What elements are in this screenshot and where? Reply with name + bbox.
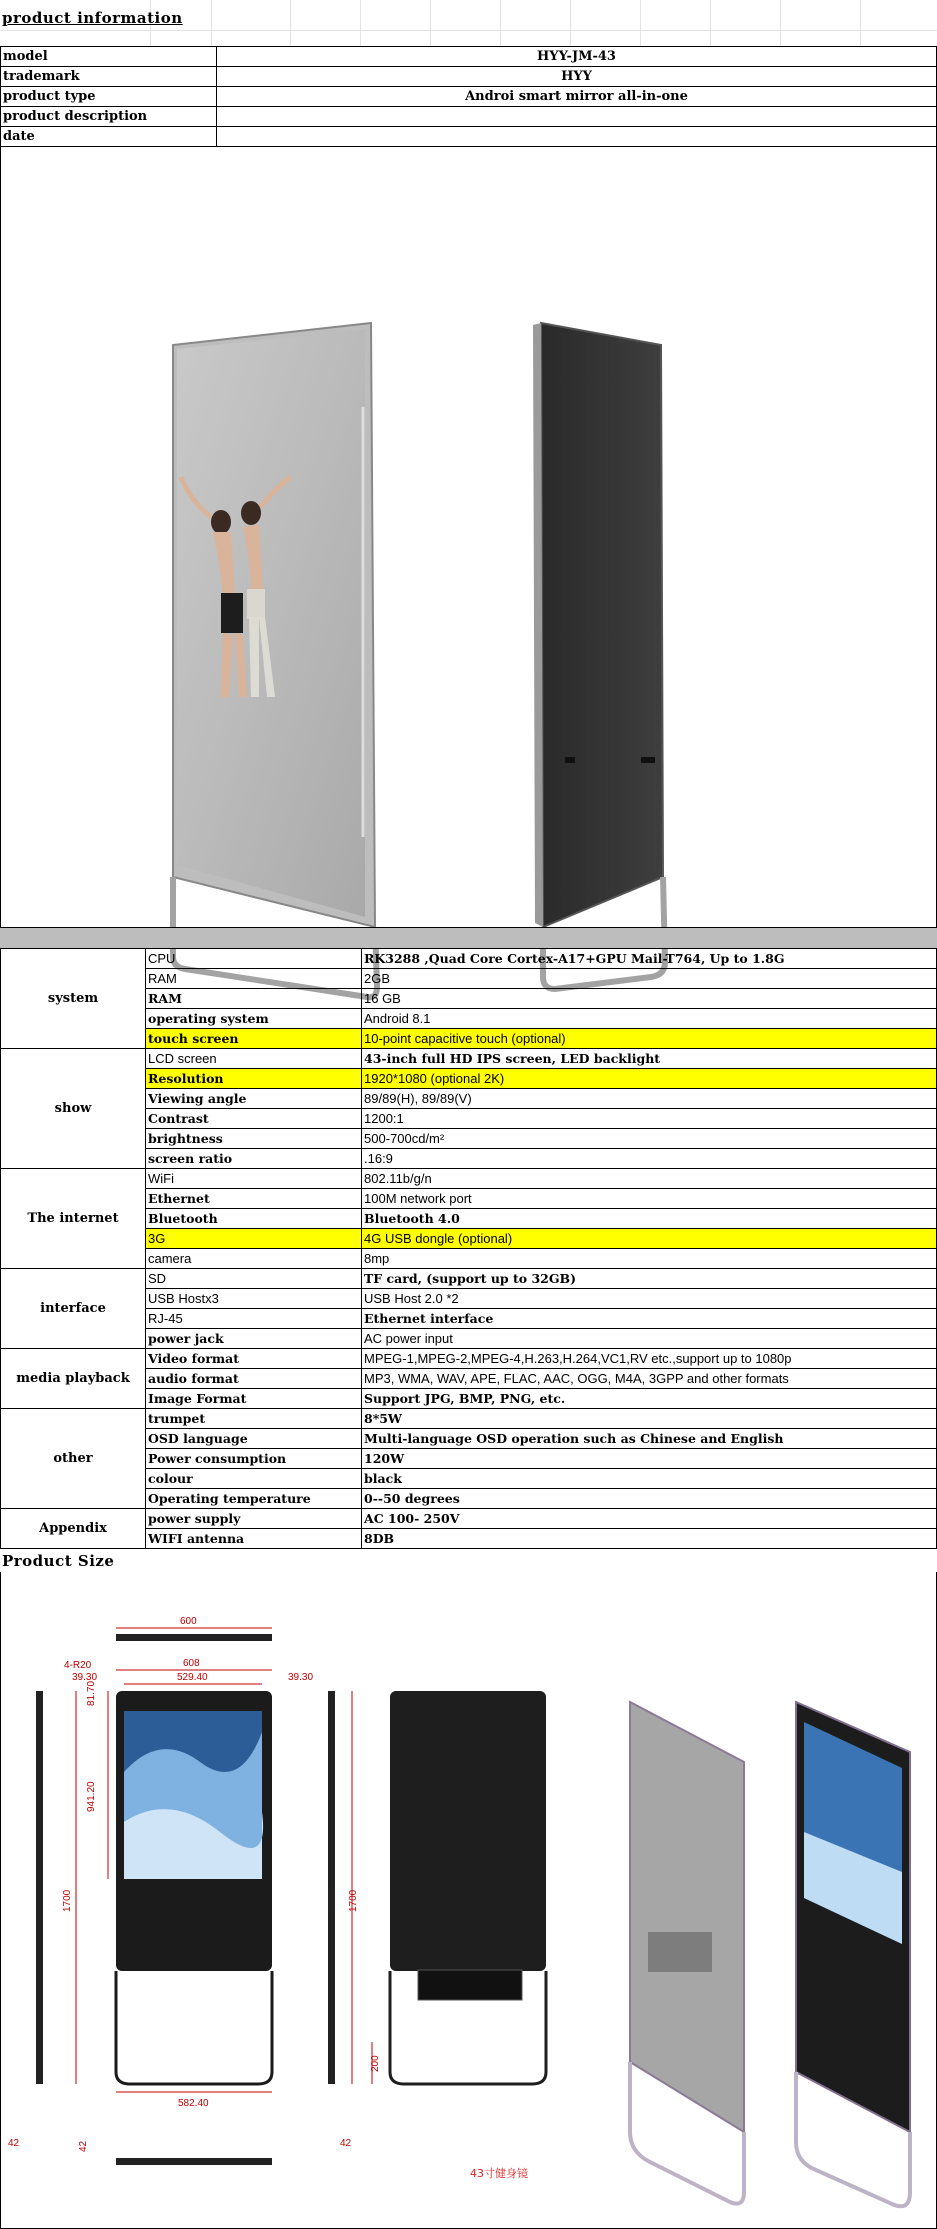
- spec-value: Multi-language OSD operation such as Chinese and English: [362, 1429, 937, 1449]
- spec-value: AC power input: [362, 1329, 937, 1349]
- spec-value: MPEG-1,MPEG-2,MPEG-4,H.263,H.264,VC1,RV etc.,support up to 1080p: [362, 1349, 937, 1369]
- dim-screen-width: 529.40: [177, 1672, 208, 1683]
- spec-key: Power consumption: [146, 1449, 362, 1469]
- spec-row: [1, 1409, 937, 1429]
- spec-value: 0--50 degrees: [362, 1489, 937, 1509]
- spec-value: RK3288 ,Quad Core Cortex-A17+GPU Mail-T764, Up to 1.8G: [362, 949, 937, 969]
- spec-row: [1, 949, 937, 969]
- spec-key: screen ratio: [146, 1149, 362, 1169]
- product-size-title: Product Size: [2, 1552, 115, 1570]
- spec-value: 100M network port: [362, 1189, 937, 1209]
- spec-category: show: [1, 1049, 146, 1169]
- dim-thickness-bottom: 42: [78, 2140, 89, 2152]
- spec-key: Bluetooth: [146, 1209, 362, 1229]
- spec-key: brightness: [146, 1129, 362, 1149]
- spec-key: LCD screen: [146, 1049, 362, 1069]
- side-view-right: [328, 1691, 381, 2149]
- info-key: product type: [1, 87, 217, 107]
- spec-value: 43-inch full HD IPS screen, LED backlight: [362, 1049, 937, 1069]
- spec-key: CPU: [146, 949, 362, 969]
- spec-value: 8DB: [362, 1529, 937, 1549]
- spec-value: 1920*1080 (optional 2K): [362, 1069, 937, 1089]
- spec-value: 120W: [362, 1449, 937, 1469]
- spec-category: The internet: [1, 1169, 146, 1269]
- spec-value: 4G USB dongle (optional): [362, 1229, 937, 1249]
- spec-key: WIFI antenna: [146, 1529, 362, 1549]
- spec-key: Operating temperature: [146, 1489, 362, 1509]
- spec-key: trumpet: [146, 1409, 362, 1429]
- spec-key: power jack: [146, 1329, 362, 1349]
- spec-category: system: [1, 949, 146, 1049]
- dim-screen-height: 941.20: [86, 1781, 97, 1812]
- spec-value: .16:9: [362, 1149, 937, 1169]
- info-value: Androi smart mirror all-in-one: [217, 87, 937, 107]
- dim-top-offset: 81.70: [86, 1680, 97, 1706]
- spec-key: RJ-45: [146, 1309, 362, 1329]
- spec-value: 89/89(H), 89/89(V): [362, 1089, 937, 1109]
- spec-key: Contrast: [146, 1109, 362, 1129]
- dim-corner-radius: 4-R20: [64, 1660, 92, 1671]
- spec-key: camera: [146, 1249, 362, 1269]
- spec-value: Support JPG, BMP, PNG, etc.: [362, 1389, 937, 1409]
- side-view-left: [8, 1691, 43, 2149]
- info-row: [1, 47, 937, 67]
- spec-row: [1, 1049, 937, 1069]
- mirror-front-view: [173, 323, 377, 997]
- dim-thickness-right: 42: [340, 2138, 352, 2149]
- bottom-profile: [78, 2140, 272, 2165]
- info-key: date: [1, 127, 217, 147]
- spec-row: [1, 1349, 937, 1369]
- product-photo-panel: [0, 147, 937, 927]
- product-info-table: [0, 46, 937, 147]
- spec-key: RAM: [146, 969, 362, 989]
- dim-side-total-height: 1700: [348, 1889, 359, 1912]
- spec-key: Video format: [146, 1349, 362, 1369]
- spec-value: black: [362, 1469, 937, 1489]
- spec-value: MP3, WMA, WAV, APE, FLAC, AAC, OGG, M4A, 3GPP and other formats: [362, 1369, 937, 1389]
- spec-value: Ethernet interface: [362, 1309, 937, 1329]
- spec-key: Image Format: [146, 1389, 362, 1409]
- spec-key: Resolution: [146, 1069, 362, 1089]
- dim-total-height: 1700: [62, 1889, 73, 1912]
- spec-category: Appendix: [1, 1509, 146, 1549]
- info-key: trademark: [1, 67, 217, 87]
- top-view-drawing: [116, 1616, 272, 1641]
- spec-key: RAM: [146, 989, 362, 1009]
- isometric-back-view: [630, 1702, 744, 2204]
- page-title: product information: [2, 9, 183, 27]
- spec-category: media playback: [1, 1349, 146, 1409]
- spec-value: 16 GB: [362, 989, 937, 1009]
- spec-key: touch screen: [146, 1029, 362, 1049]
- info-row: [1, 127, 937, 147]
- spec-key: Ethernet: [146, 1189, 362, 1209]
- spec-row: [1, 1269, 937, 1289]
- spec-key: SD: [146, 1269, 362, 1289]
- spec-key: USB Hostx3: [146, 1289, 362, 1309]
- section-divider: [0, 927, 937, 949]
- spec-table: [0, 948, 937, 1549]
- spec-value: 8mp: [362, 1249, 937, 1269]
- front-view-drawing: [62, 1658, 313, 2109]
- spec-category: interface: [1, 1269, 146, 1349]
- spec-row: [1, 1169, 937, 1189]
- info-value: HYY-JM-43: [217, 47, 937, 67]
- spec-key: Viewing angle: [146, 1089, 362, 1109]
- info-row: [1, 107, 937, 127]
- info-row: [1, 87, 937, 107]
- spec-key: WiFi: [146, 1169, 362, 1189]
- spec-value: 1200:1: [362, 1109, 937, 1129]
- spec-value: 500-700cd/m²: [362, 1129, 937, 1149]
- spec-value: Bluetooth 4.0: [362, 1209, 937, 1229]
- spec-value: AC 100- 250V: [362, 1509, 937, 1529]
- spec-row: [1, 1509, 937, 1529]
- info-value: [217, 107, 937, 127]
- spec-key: audio format: [146, 1369, 362, 1389]
- spec-value: Android 8.1: [362, 1009, 937, 1029]
- spec-key: 3G: [146, 1229, 362, 1249]
- dim-thickness-left: 42: [8, 2138, 20, 2149]
- dimension-drawings: [0, 1572, 937, 2228]
- info-key: model: [1, 47, 217, 67]
- spec-key: power supply: [146, 1509, 362, 1529]
- info-value: [217, 127, 937, 147]
- mirror-back-view: [533, 323, 665, 989]
- spec-key: OSD language: [146, 1429, 362, 1449]
- info-value: HYY: [217, 67, 937, 87]
- dim-base-height: 200: [370, 2055, 381, 2072]
- spec-key: colour: [146, 1469, 362, 1489]
- spec-value: 2GB: [362, 969, 937, 989]
- dim-margin-right: 39.30: [288, 1672, 314, 1683]
- back-view-drawing: [390, 1691, 546, 2084]
- spec-value: TF card, (support up to 32GB): [362, 1269, 937, 1289]
- spec-value: 8*5W: [362, 1409, 937, 1429]
- dim-top-width: 600: [180, 1616, 197, 1627]
- drawing-caption: 43寸健身镜: [470, 2167, 528, 2180]
- spec-value: 10-point capacitive touch (optional): [362, 1029, 937, 1049]
- dim-margin-left: 39.30: [72, 1672, 98, 1683]
- spec-value: 802.11b/g/n: [362, 1169, 937, 1189]
- dim-base-width: 582.40: [178, 2098, 209, 2109]
- info-key: product description: [1, 107, 217, 127]
- spec-category: other: [1, 1409, 146, 1509]
- info-row: [1, 67, 937, 87]
- isometric-front-view: [796, 1702, 910, 2206]
- dim-front-width: 608: [183, 1658, 200, 1669]
- spec-key: operating system: [146, 1009, 362, 1029]
- spec-value: USB Host 2.0 *2: [362, 1289, 937, 1309]
